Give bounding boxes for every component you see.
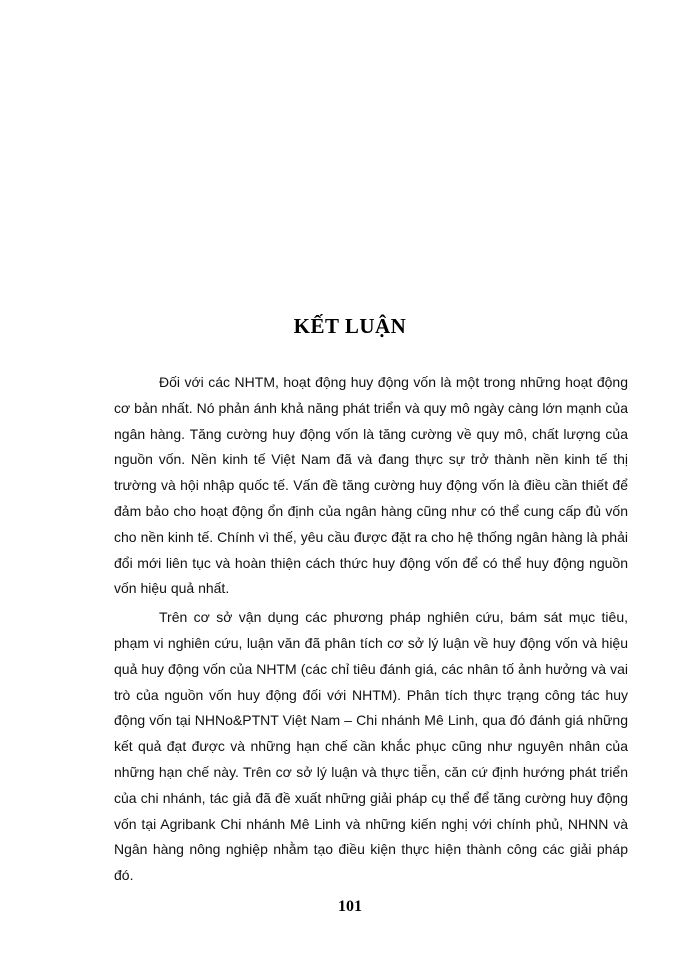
page-title: KẾT LUẬN [293,314,407,338]
paragraph-1: Đối với các NHTM, hoạt động huy động vốn là một trong những hoạt động cơ bản nhất. Nó phản ánh khả năng phát triển và quy mô ngày càng lớn mạnh của ngân hàng. Tăng cường huy động vốn là tăng cường về quy mô, chất lượng của nguồn vốn. Nền kinh tế Việt Nam đã và đang thực sự trở thành nền kinh tế thị trường và hội nhập quốc tế. Vấn đề tăng cường huy động vốn là điều cần thiết để đảm bảo cho hoạt động ổn định của ngân hàng cũng như có thể cung cấp đủ vốn cho nền kinh tế. Chính vì thế, yêu cầu được đặt ra cho hệ thống ngân hàng là phải đổi mới liên tục và hoàn thiện cách thức huy động vốn để có thể huy động nguồn vốn hiệu quả nhất. [114,374,628,597]
body-text [114,370,628,889]
page-number: 101 [338,898,362,915]
paragraph-2: Trên cơ sở vận dụng các phương pháp nghiên cứu, bám sát mục tiêu, phạm vi nghiên cứu, luận văn đã phân tích cơ sở lý luận về huy động vốn và hiệu quả huy động vốn của NHTM (các chỉ tiêu đánh giá, các nhân tố ảnh hưởng và vai trò của nguồn vốn huy động đối với NHTM). Phân tích thực trạng công tác huy động vốn tại NHNo&PTNT Việt Nam – Chi nhánh Mê Linh, qua đó đánh giá những kết quả đạt được và những hạn chế cần khắc phục cũng như nguyên nhân của những hạn chế này. Trên cơ sở lý luận và thực tiễn, căn cứ định hướng phát triển của chi nhánh, tác giả đã đề xuất những giải pháp cụ thể để tăng cường huy động vốn tại Agribank Chi nhánh Mê Linh và những kiến nghị với chính phủ, NHNN và Ngân hàng nông nghiệp nhằm tạo điều kiện thực hiện thành công các giải pháp đó. [114,609,628,884]
